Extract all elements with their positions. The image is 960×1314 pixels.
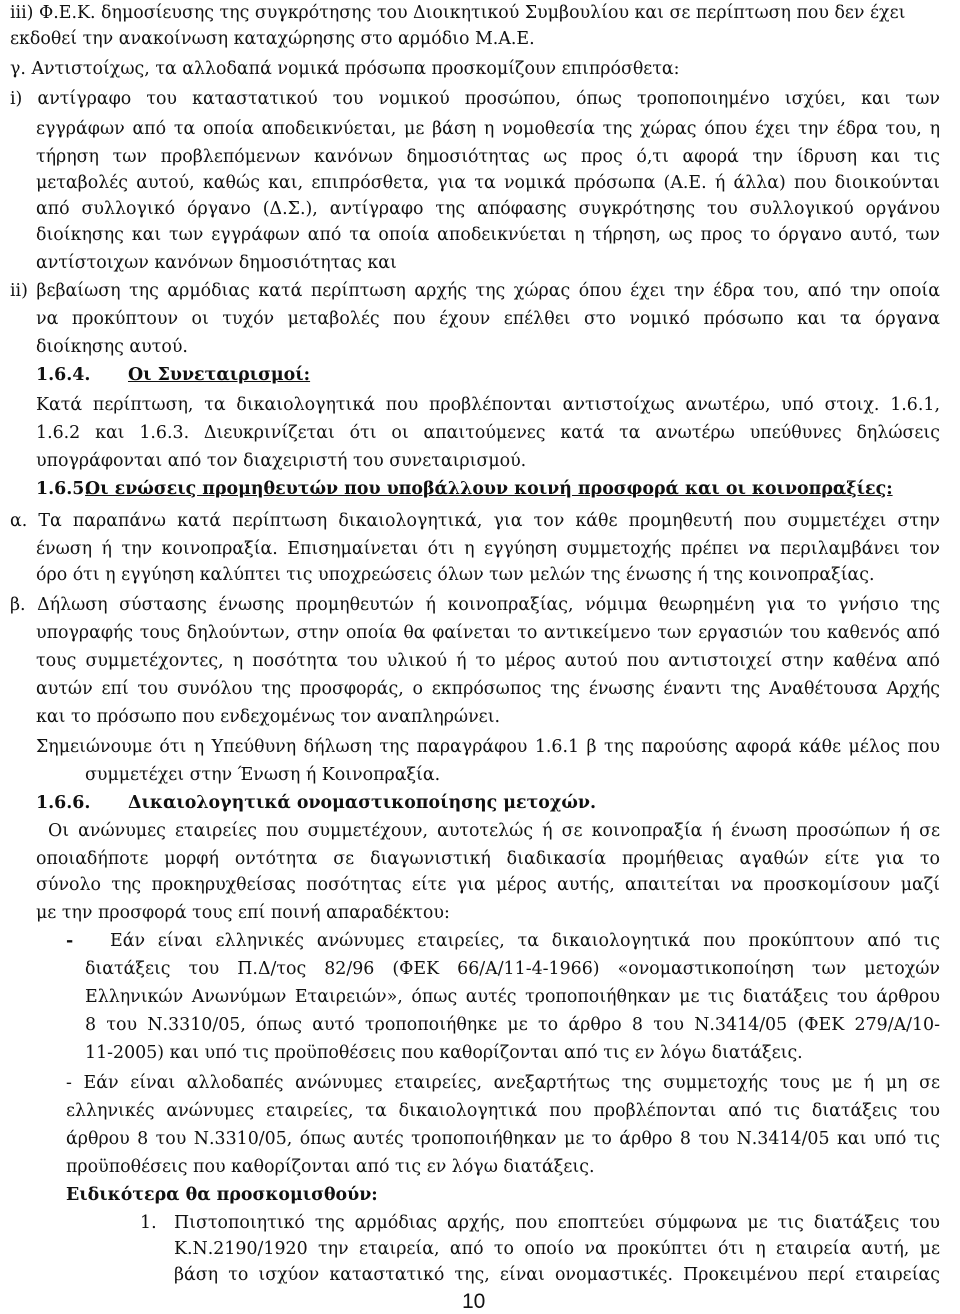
section-heading: Οι Συνεταιρισμοί: bbox=[128, 365, 311, 385]
section-heading: Δικαιολογητικά ονομαστικοποίησης μετοχών. bbox=[128, 793, 597, 813]
text-line: Πιστοποιητικό της αρμόδιας αρχής, που εποπτεύει σύμφωνα με τις διατάξεις του bbox=[174, 1213, 940, 1233]
text-line: γ. Αντιστοίχως, τα αλλοδαπά νομικά πρόσωπα προσκομίζουν επιπρόσθετα: bbox=[10, 59, 680, 79]
text-line: μεταβολές αυτού, καθώς και, επιπρόσθετα, για τα νομικά πρόσωπα (Α.Ε. ή άλλα) που διοικούνται bbox=[36, 173, 940, 193]
text-line: α. Τα παραπάνω κατά περίπτωση δικαιολογητικά, για τον κάθε προμηθευτή που συμμετέχει στην bbox=[10, 511, 940, 531]
text-line: οποιαδήποτε μορφή οντότητα σε διαγωνιστική διαδικασία προμήθειας αγαθών είτε για το bbox=[36, 849, 940, 869]
text-line: αντίστοιχων κανόνων δημοσιότητας και bbox=[36, 253, 397, 273]
text-line: Σημειώνουμε ότι η Υπεύθυνη δήλωση της παραγράφου 1.6.1 β της παρούσης αφορά κάθε μέλος που bbox=[36, 737, 940, 757]
text-line: όρο ότι η εγγύηση καλύπτει τις υποχρεώσεις όλων των μελών της ένωσης ή της κοινοπραξίας. bbox=[36, 565, 875, 585]
text-line: αυτών επί του συνόλου της προσφοράς, ο εκπρόσωπος της ένωσης έναντι της Αναθέτουσα Αρχής bbox=[36, 679, 940, 699]
text-line: με την προσφορά τους επί ποινή απαραδέκτου: bbox=[36, 903, 450, 923]
text-line: iii) Φ.Ε.Κ. δημοσίευσης της συγκρότησης του Διοικητικού Συμβουλίου και σε περίπτωση που δεν έχει bbox=[10, 3, 906, 23]
text-line: 8 του Ν.3310/05, όπως αυτό τροποποιήθηκε με το άρθρο 8 του Ν.3414/05 (ΦΕΚ 279/Α/10- bbox=[85, 1015, 940, 1035]
list-number: 1. bbox=[140, 1213, 157, 1233]
text-line: βάση το ισχύον καταστατικό της, είναι ονομαστικές. Προκειμένου περί εταιρείας bbox=[174, 1265, 940, 1285]
subheading: Ειδικότερα θα προσκομισθούν: bbox=[66, 1185, 378, 1205]
text-line: υπογράφονται από τον διαχειριστή του συνεταιρισμού. bbox=[36, 451, 527, 471]
section-heading: Οι ενώσεις προμηθευτών που υποβάλλουν κοινή προσφορά και οι κοινοπραξίες: bbox=[85, 479, 893, 499]
text-line: διοίκησης και των εγγράφων από τα οποία αποδεικνύεται η τήρηση, ως προς το όργανο αυτό, των bbox=[36, 225, 940, 245]
text-line: ελληνικές ανώνυμες εταιρείες, τα δικαιολογητικά που προβλέπονται από τις διατάξεις του bbox=[66, 1101, 940, 1121]
text-line: - Εάν είναι αλλοδαπές ανώνυμες εταιρείες, ανεξαρτήτως της συμμετοχής τους με ή μη σε bbox=[66, 1073, 940, 1093]
text-line: Κ.Ν.2190/1920 την εταιρεία, από το οποίο να προκύπτει ότι η εταιρεία αυτή, με bbox=[174, 1239, 940, 1259]
bullet-dash: - bbox=[66, 931, 74, 951]
text-line: τήρηση των προβλεπόμενων κανόνων δημοσιότητας ως προς ό,τι αφορά την ίδρυση και τις bbox=[36, 147, 940, 167]
text-line: και το πρόσωπο που ενδεχομένως τον αναπληρώνει. bbox=[36, 707, 501, 727]
text-line: i) αντίγραφο του καταστατικού του νομικού προσώπου, όπως τροποποιημένο ισχύει, και των bbox=[10, 89, 940, 109]
text-line: β. Δήλωση σύστασης ένωσης προμηθευτών ή κοινοπραξίας, νόμιμα θεωρημένη για το γνήσιο της bbox=[10, 595, 940, 615]
text-line: Ελληνικών Ανωνύμων Εταιρειών», όπως αυτές τροποποιήθηκαν με τις διατάξεις του άρθρου bbox=[85, 987, 940, 1007]
text-line: άρθρου 8 του Ν.3310/05, όπως αυτές τροποποιήθηκαν με το άρθρο 8 του Ν.3414/05 και υπό τις bbox=[66, 1129, 940, 1149]
text-line: συμμετέχει στην Ένωση ή Κοινοπραξία. bbox=[85, 765, 441, 785]
text-line: εγγράφων από τα οποία αποδεικνύεται, με βάση η νομοθεσία της χώρας όπου έχει την έδρα του, η bbox=[36, 119, 940, 139]
text-line: να προκύπτουν οι τυχόν μεταβολές που έχουν επέλθει στο νομικό πρόσωπο και τα όργανα bbox=[36, 309, 940, 329]
text-line: τους συμμετέχοντες, η ποσότητα του υλικού ή το μέρος αυτού που αντιστοιχεί στην καθένα από bbox=[36, 651, 940, 671]
text-line: Εάν είναι ελληνικές ανώνυμες εταιρείες, τα δικαιολογητικά που προκύπτουν από τις bbox=[110, 931, 940, 951]
section-number: 1.6.5. bbox=[36, 479, 91, 499]
text-line: από συλλογικό όργανο (Δ.Σ.), αντίγραφο της απόφασης συγκρότησης του συλλογικού οργάνου bbox=[36, 199, 940, 219]
text-line: Κατά περίπτωση, τα δικαιολογητικά που προβλέπονται αντιστοίχως ανωτέρω, υπό στοιχ. 1.6.1, bbox=[36, 395, 940, 415]
text-line: σύνολο της προκηρυχθείσας ποσότητας είτε για μέρος αυτής, απαιτείται να προσκομίσουν μαζί bbox=[36, 875, 940, 895]
text-line: προϋποθέσεις που καθορίζονται από τις εν λόγω διατάξεις. bbox=[66, 1157, 595, 1177]
text-line: ένωση ή την κοινοπραξία. Επισημαίνεται ότι η εγγύηση συμμετοχής πρέπει να περιλαμβάνει τον bbox=[36, 539, 940, 559]
text-line: ii) βεβαίωση της αρμόδιας κατά περίπτωση αρχής της χώρας όπου έχει την έδρα του, από την οποία bbox=[10, 281, 940, 301]
text-line: 11-2005) και υπό τις προϋποθέσεις που καθορίζονται από τις εν λόγω διατάξεις. bbox=[85, 1043, 803, 1063]
text-line: εκδοθεί την ανακοίνωση καταχώρησης στο αρμόδιο Μ.Α.Ε. bbox=[10, 29, 535, 49]
text-line: διοίκησης αυτού. bbox=[36, 337, 188, 357]
text-line: Οι ανώνυμες εταιρείες που συμμετέχουν, αυτοτελώς ή σε κοινοπραξία ή ένωση προσώπων ή σε bbox=[48, 821, 940, 841]
text-line: υπογραφής τους δηλούντων, στην οποία θα φαίνεται το αντικείμενο των εργασιών του καθενός από bbox=[36, 623, 940, 643]
section-number: 1.6.4. bbox=[36, 365, 91, 385]
text-line: 1.6.2 και 1.6.3. Διευκρινίζεται ότι οι απαιτούμενες κατά τα ανωτέρω υπεύθυνες δηλώσεις bbox=[36, 423, 940, 443]
page-number: 10 bbox=[462, 1290, 486, 1313]
text-line: διατάξεις του Π.Δ/τος 82/96 (ΦΕΚ 66/Α/11-4-1966) «ονομαστικοποίηση των μετοχών bbox=[85, 959, 940, 979]
section-number: 1.6.6. bbox=[36, 793, 91, 813]
